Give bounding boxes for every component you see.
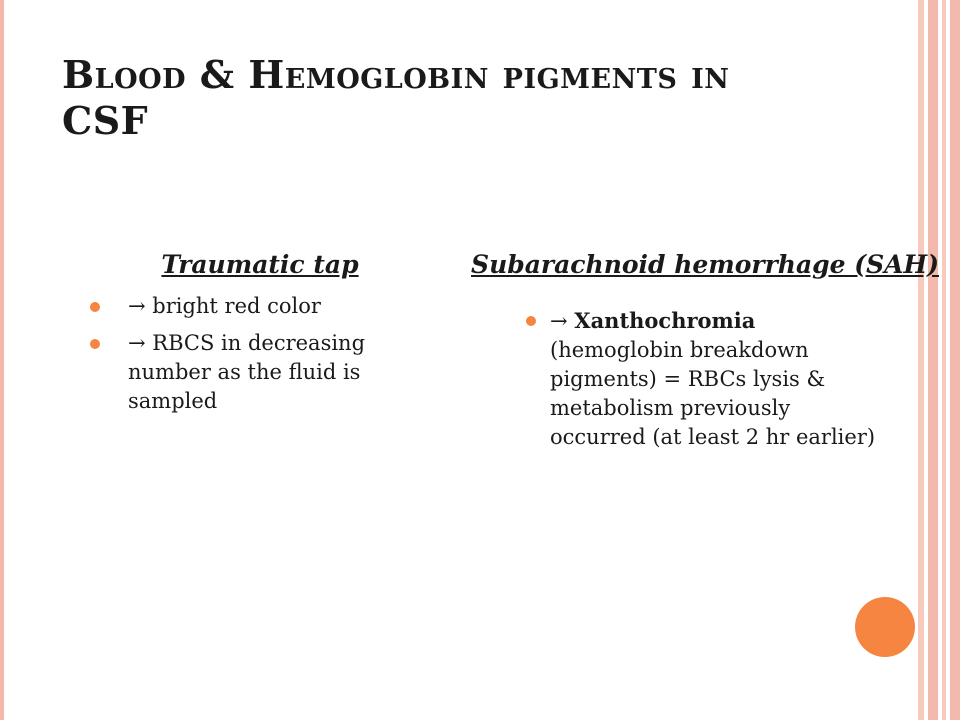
title-line-1: Blood & Hemoglobin pigments in	[62, 52, 730, 97]
xanthochromia-term: Xanthochromia	[574, 308, 756, 333]
traumatic-tap-list	[90, 292, 440, 416]
sah-heading: Subarachnoid hemorrhage (SAH)	[471, 250, 939, 279]
left-column	[90, 250, 440, 416]
sah-list	[470, 306, 940, 452]
left-frame-border	[0, 0, 4, 720]
traumatic-tap-heading: Traumatic tap	[161, 250, 359, 279]
list-item: → RBCS in decreasing number as the fluid is sampled	[90, 329, 440, 416]
right-column	[470, 250, 940, 452]
list-item: → Xanthochromia (hemoglobin breakdown pigments) = RBCs lysis & metabolism previously occurred (at least 2 hr earlier)	[470, 306, 880, 452]
list-item: → bright red color	[90, 292, 440, 321]
decorative-circle	[855, 597, 915, 657]
slide-title	[62, 52, 882, 144]
title-line-2: CSF	[62, 98, 149, 143]
bullet-icon	[90, 339, 100, 349]
bullet-icon	[526, 316, 536, 326]
bullet-icon	[90, 302, 100, 312]
